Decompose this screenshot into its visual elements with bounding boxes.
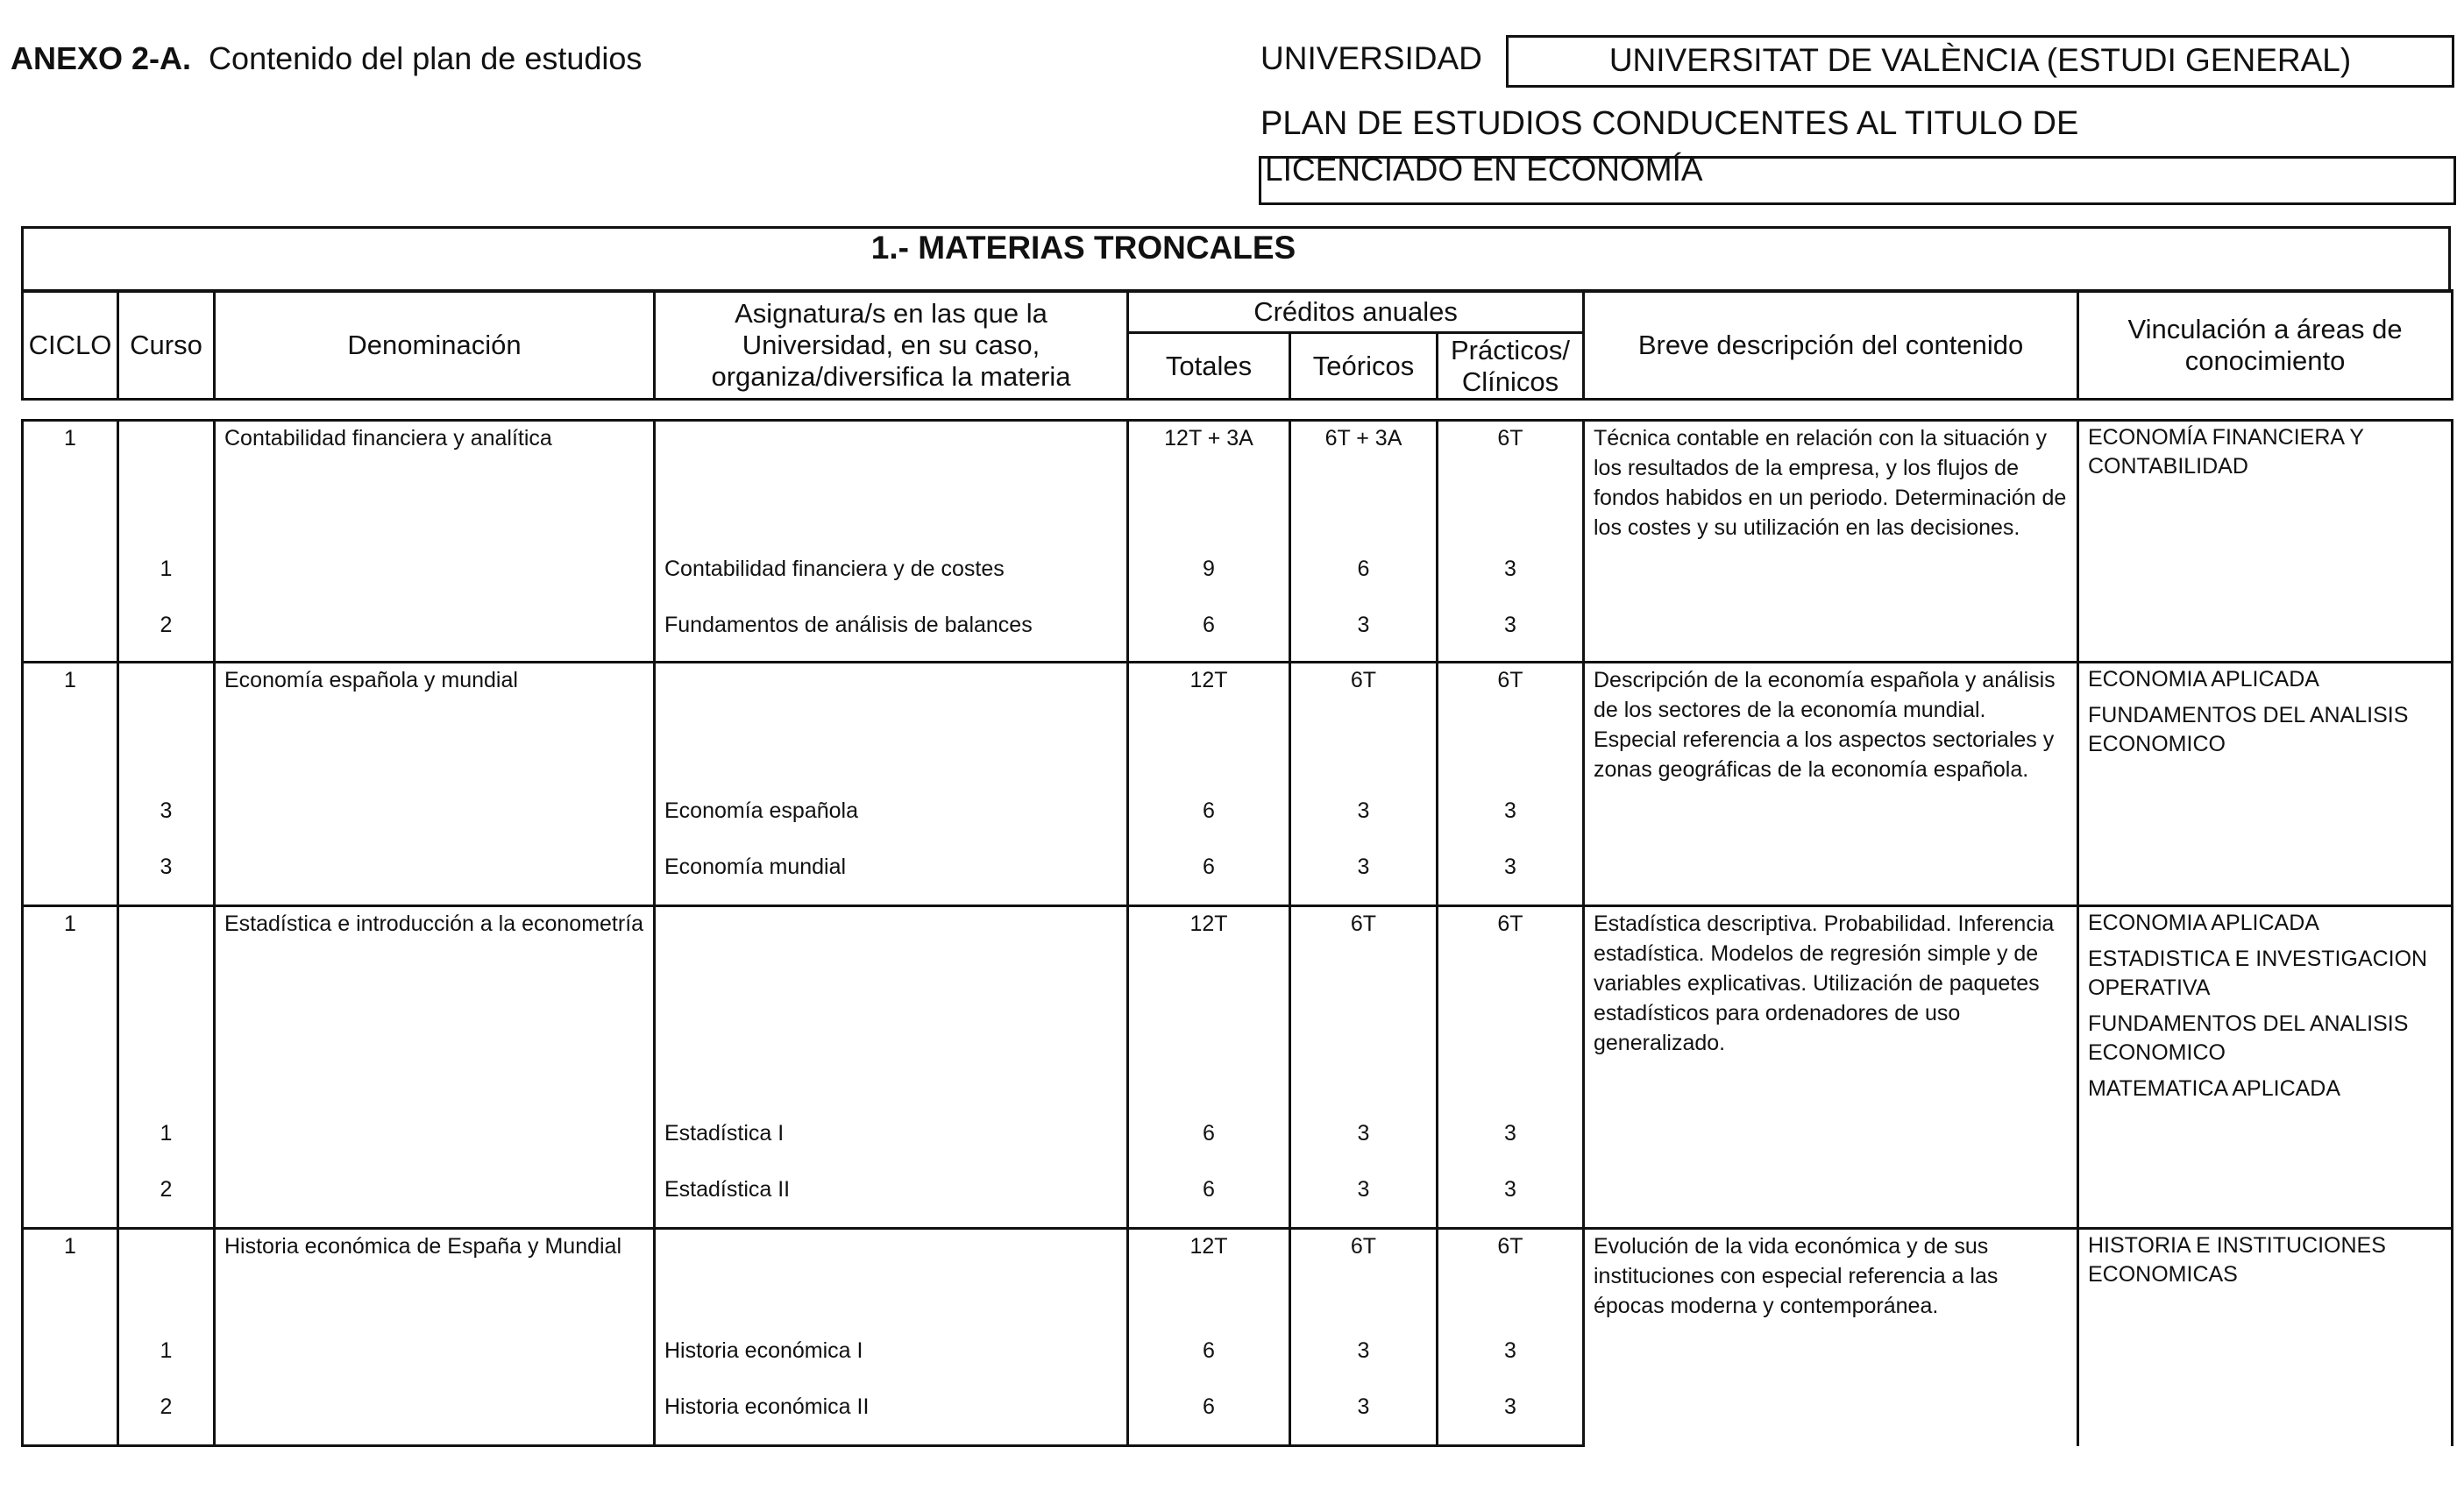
curso-cell <box>118 1229 215 1334</box>
totales-cell: 6 <box>1128 794 1290 850</box>
section-title: 1.- MATERIAS TRONCALES <box>870 230 1296 266</box>
totales-cell: 12T <box>1128 663 1290 794</box>
column-header-table <box>21 289 2453 401</box>
col-ciclo: CICLO <box>23 291 118 400</box>
practicos-cell: 3 <box>1438 552 1584 608</box>
col-vinculacion: Vinculación a áreas de conocimiento <box>2078 291 2453 400</box>
asignatura-cell <box>655 663 1128 794</box>
curso-cell: 3 <box>118 850 215 906</box>
document-heading <box>11 40 642 77</box>
area-item: MATEMATICA APLICADA <box>2088 1076 2341 1101</box>
totales-cell: 12T <box>1128 906 1290 1117</box>
asignatura-cell: Economía española <box>655 794 1128 850</box>
practicos-cell: 3 <box>1438 850 1584 906</box>
asignatura-cell: Fundamentos de análisis de balances <box>655 608 1128 663</box>
curso-cell: 1 <box>118 1117 215 1173</box>
col-descripcion: Breve descripción del contenido <box>1584 291 2078 400</box>
materia-row <box>23 421 2453 552</box>
materias-table <box>21 419 2453 1447</box>
descripcion-cell: Estadística descriptiva. Probabilidad. Inferencia estadística. Modelos de regresión simple y de variables explicativas. Utilización de paquetes estadísticos para ordenadores de uso generalizado. <box>1584 906 2078 1229</box>
area-item: ECONOMIA APLICADA <box>2088 911 2319 935</box>
materia-row <box>23 1229 2453 1334</box>
teoricos-cell: 6T <box>1290 1229 1438 1334</box>
area-item: HISTORIA E INSTITUCIONES ECONOMICAS <box>2088 1233 2386 1287</box>
col-creditos: Créditos anuales <box>1128 291 1584 333</box>
asignatura-cell: Economía mundial <box>655 850 1128 906</box>
teoricos-cell: 3 <box>1290 1117 1438 1173</box>
asignatura-cell <box>655 1229 1128 1334</box>
areas-cell <box>2078 421 2453 663</box>
areas-cell <box>2078 663 2453 906</box>
descripcion-cell: Evolución de la vida económica y de sus instituciones con especial referencia a las épocas moderna y contemporánea. <box>1584 1229 2078 1446</box>
areas-cell <box>2078 906 2453 1229</box>
universidad-value: UNIVERSITAT DE VALÈNCIA (ESTUDI GENERAL) <box>1506 35 2454 88</box>
asignatura-cell: Estadística I <box>655 1117 1128 1173</box>
practicos-cell: 6T <box>1438 421 1584 552</box>
titulo-value: LICENCIADO EN ECONOMÍA <box>1259 156 2456 205</box>
teoricos-cell: 3 <box>1290 850 1438 906</box>
totales-cell: 6 <box>1128 1173 1290 1229</box>
asignatura-cell: Historia económica II <box>655 1390 1128 1446</box>
teoricos-cell: 6T + 3A <box>1290 421 1438 552</box>
area-item: ECONOMÍA FINANCIERA Y CONTABILIDAD <box>2088 425 2364 479</box>
asignatura-cell <box>655 421 1128 552</box>
col-practicos: Prácticos/ Clínicos <box>1438 333 1584 400</box>
ciclo-cell: 1 <box>23 663 118 794</box>
curso-cell: 1 <box>118 1334 215 1390</box>
teoricos-cell: 3 <box>1290 1390 1438 1446</box>
asignatura-cell: Contabilidad financiera y de costes <box>655 552 1128 608</box>
universidad-label: UNIVERSIDAD <box>1260 40 1482 76</box>
totales-cell: 6 <box>1128 850 1290 906</box>
totales-cell: 9 <box>1128 552 1290 608</box>
area-item: FUNDAMENTOS DEL ANALISIS ECONOMICO <box>2088 703 2409 756</box>
curso-cell <box>118 421 215 552</box>
anexo-label: ANEXO 2-A. <box>11 40 192 76</box>
ciclo-cell: 1 <box>23 421 118 552</box>
descripcion-cell: Descripción de la economía española y análisis de los sectores de la economía mundial. Especial referencia a los aspectos sectoriales y zonas geográficas de la economía española. <box>1584 663 2078 906</box>
curso-cell <box>118 663 215 794</box>
totales-cell: 6 <box>1128 1390 1290 1446</box>
denominacion-cell: Economía española y mundial <box>215 663 655 794</box>
teoricos-cell: 3 <box>1290 1334 1438 1390</box>
ciclo-cell: 1 <box>23 906 118 1117</box>
curso-cell <box>118 906 215 1117</box>
asignatura-cell: Estadística II <box>655 1173 1128 1229</box>
practicos-cell: 6T <box>1438 906 1584 1117</box>
col-asignaturas: Asignatura/s en las que la Universidad, en su caso, organiza/diversifica la materia <box>655 291 1128 400</box>
practicos-cell: 3 <box>1438 794 1584 850</box>
curso-cell: 2 <box>118 1173 215 1229</box>
practicos-cell: 3 <box>1438 1173 1584 1229</box>
teoricos-cell: 6 <box>1290 552 1438 608</box>
practicos-cell: 3 <box>1438 1390 1584 1446</box>
totales-cell: 12T + 3A <box>1128 421 1290 552</box>
curso-cell: 1 <box>118 552 215 608</box>
curso-cell: 3 <box>118 794 215 850</box>
col-curso: Curso <box>118 291 215 400</box>
descripcion-cell: Técnica contable en relación con la situación y los resultados de la empresa, y los flujos de fondos habidos en un periodo. Determinación de los costes y su utilización en las decisiones. <box>1584 421 2078 663</box>
teoricos-cell: 3 <box>1290 1173 1438 1229</box>
practicos-cell: 3 <box>1438 1334 1584 1390</box>
col-teoricos: Teóricos <box>1290 333 1438 400</box>
totales-cell: 12T <box>1128 1229 1290 1334</box>
col-denominacion: Denominación <box>215 291 655 400</box>
area-item: ESTADISTICA E INVESTIGACION OPERATIVA <box>2088 947 2428 1000</box>
denominacion-cell: Contabilidad financiera y analítica <box>215 421 655 552</box>
totales-cell: 6 <box>1128 1334 1290 1390</box>
anexo-title: Contenido del plan de estudios <box>209 40 643 76</box>
area-item: FUNDAMENTOS DEL ANALISIS ECONOMICO <box>2088 1011 2409 1065</box>
practicos-cell: 6T <box>1438 663 1584 794</box>
col-totales: Totales <box>1128 333 1290 400</box>
denominacion-cell: Estadística e introducción a la econometría <box>215 906 655 1117</box>
asignatura-cell: Historia económica I <box>655 1334 1128 1390</box>
teoricos-cell: 3 <box>1290 794 1438 850</box>
area-item: ECONOMIA APLICADA <box>2088 667 2319 692</box>
ciclo-cell: 1 <box>23 1229 118 1334</box>
teoricos-cell: 6T <box>1290 906 1438 1117</box>
practicos-cell: 6T <box>1438 1229 1584 1334</box>
materia-row <box>23 663 2453 794</box>
practicos-cell: 3 <box>1438 608 1584 663</box>
areas-cell <box>2078 1229 2453 1446</box>
asignatura-cell <box>655 906 1128 1117</box>
practicos-cell: 3 <box>1438 1117 1584 1173</box>
teoricos-cell: 6T <box>1290 663 1438 794</box>
totales-cell: 6 <box>1128 1117 1290 1173</box>
teoricos-cell: 3 <box>1290 608 1438 663</box>
plan-label: PLAN DE ESTUDIOS CONDUCENTES AL TITULO DE <box>1260 105 2079 142</box>
materia-row <box>23 906 2453 1117</box>
totales-cell: 6 <box>1128 608 1290 663</box>
curso-cell: 2 <box>118 1390 215 1446</box>
curso-cell: 2 <box>118 608 215 663</box>
denominacion-cell: Historia económica de España y Mundial <box>215 1229 655 1334</box>
